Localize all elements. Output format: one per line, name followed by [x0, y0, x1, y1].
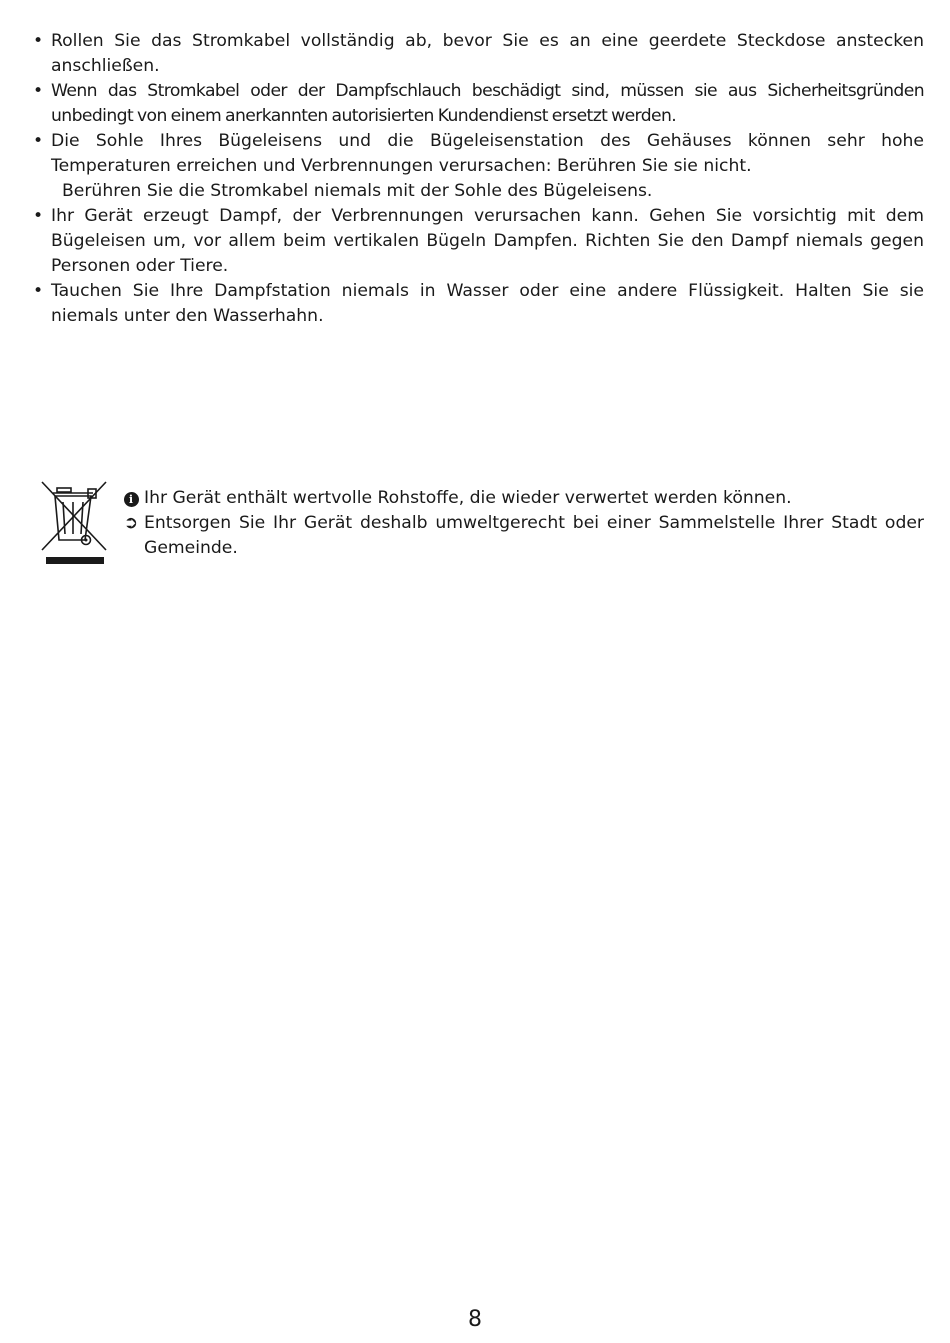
disposal-action-line: [122, 511, 924, 561]
safety-item-steam-burns: [32, 204, 924, 279]
safety-item-text: • Wenn das Stromkabel oder der Dampfschlauch beschädigt sind, müssen sie aus Sicherheitsgründen unbedingt von einem anerkannten autorisierten Kundendienst ersetzt werden.: [51, 81, 924, 126]
page-number: 8: [468, 1307, 482, 1332]
safety-item-text: • Die Sohle Ihres Bügeleisens und die Bügeleisenstation des Gehäuses können sehr hohe Temperaturen erreichen und Verbrennungen verursachen: Berühren Sie sie nicht.: [51, 131, 924, 176]
crossed-out-wheelie-bin-icon: [40, 480, 108, 566]
safety-item-no-water: [32, 279, 924, 329]
disposal-action-text: Entsorgen Sie Ihr Gerät deshalb umweltgerecht bei einer Sammelstelle Ihrer Stadt oder Gemeinde.: [144, 513, 924, 558]
safety-instructions-list: [32, 29, 924, 329]
arrow-right-icon: ➲: [123, 513, 139, 533]
safety-item-damaged-cable: [32, 79, 924, 129]
disposal-notice: [122, 486, 924, 561]
safety-item-text: • Rollen Sie das Stromkabel vollständig ab, bevor Sie es an eine geerdete Steckdose anstecken anschließen.: [51, 31, 924, 76]
safety-item-unroll-cable: [32, 29, 924, 79]
safety-item-hot-soleplate: [32, 129, 924, 204]
disposal-info-line: [122, 486, 924, 511]
safety-item-text: • Ihr Gerät erzeugt Dampf, der Verbrennungen verursachen kann. Gehen Sie vorsichtig mit dem Bügeleisen um, vor allem beim vertikalen Bügeln Dampfen. Richten Sie den Dampf niemals gegen Personen oder Tiere.: [51, 206, 924, 276]
disposal-info-text: Ihr Gerät enthält wertvolle Rohstoffe, die wieder verwertet werden können.: [144, 488, 792, 508]
safety-item-note: Berühren Sie die Stromkabel niemals mit der Sohle des Bügeleisens.: [62, 181, 653, 201]
safety-item-text: • Tauchen Sie Ihre Dampfstation niemals in Wasser oder eine andere Flüssigkeit. Halten Sie sie niemals unter den Wasserhahn.: [51, 281, 924, 326]
info-circle-icon: i: [122, 486, 140, 511]
